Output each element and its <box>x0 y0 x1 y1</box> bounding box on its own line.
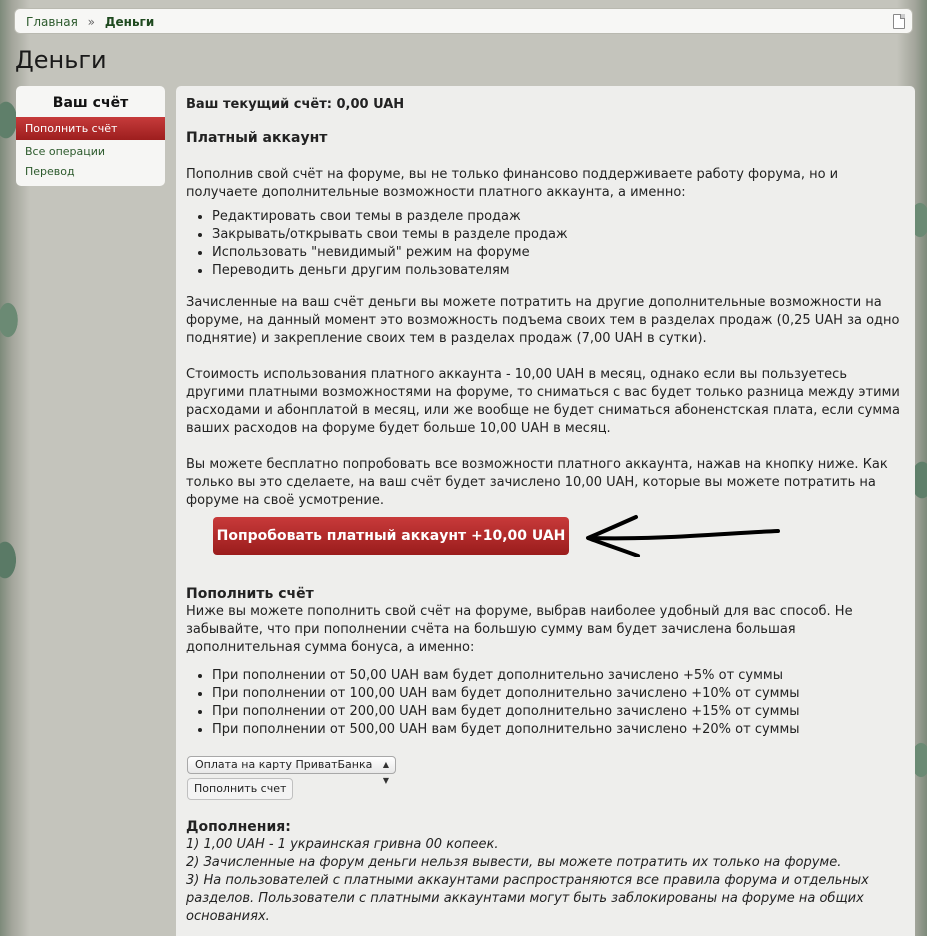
payment-method-value: Оплата на карту ПриватБанка <box>195 758 373 771</box>
topup-intro: Ниже вы можете пополнить свой счёт на форуме, выбрав наиболее удобный для вас способ. Не забывайте, что при пополнении счёта на большую сумму вам будет зачислена большая дополнительная сумма бонуса, а именно: <box>186 604 853 655</box>
list-item: • При пополнении от 100,00 UAH вам будет дополнительно зачислено +10% от суммы <box>212 685 905 703</box>
paid-features-list <box>186 208 905 280</box>
current-balance: Ваш текущий счёт: 0,00 UAH <box>186 97 405 112</box>
note: 3) На пользователей с платными аккаунтами распространяются все правила форума и отдельных разделов. Пользователи с платными аккаунтами могут быть заблокированы на форуме на общих основаниях. <box>186 873 869 924</box>
breadcrumb-separator: » <box>87 15 96 29</box>
breadcrumb-home-link[interactable]: Главная <box>26 15 78 29</box>
topup-submit-button[interactable]: Пополнить счет <box>187 778 293 800</box>
list-item: • При пополнении от 500,00 UAH вам будет дополнительно зачислено +20% от суммы <box>212 721 905 739</box>
list-item: • Закрывать/открывать свои темы в разделе продаж <box>212 226 905 244</box>
topup-heading: Пополнить счёт <box>186 586 314 602</box>
sidebar-item-all-operations[interactable]: Все операции <box>25 145 106 158</box>
arrow-left-icon <box>578 513 783 557</box>
spend-info: Зачисленные на ваш счёт деньги вы можете потратить на другие дополнительные возможности на форуме, на данный момент это возможность подъема своих тем в разделах продаж (0,25 UAH за одно поднятие) и закрепление своих тем в разделах продаж (7,00 UAH в сутки). <box>186 295 900 346</box>
list-item: • Переводить деньги другим пользователям <box>212 262 905 280</box>
trial-info: Вы можете бесплатно попробовать все возможности платного аккаунта, нажав на кнопку ниже. Как только вы это сделаете, на ваш счёт будет зачислено 10,00 UAH, которые вы можете потратить на форуме на своё усмотрение. <box>186 457 888 508</box>
account-sidebar <box>16 86 165 186</box>
bonus-list <box>186 667 905 739</box>
note: 2) Зачисленные на форум деньги нельзя вывести, вы можете потратить их только на форуме. <box>186 855 842 870</box>
payment-method-select[interactable] <box>187 756 396 785</box>
note: 1) 1,00 UAH - 1 украинская гривна 00 копеек. <box>186 837 499 852</box>
list-item: • При пополнении от 50,00 UAH вам будет дополнительно зачислено +5% от суммы <box>212 667 905 685</box>
paid-account-heading: Платный аккаунт <box>186 130 328 146</box>
cost-info: Стоимость использования платного аккаунта - 10,00 UAH в месяц, однако если вы пользуетесь другими платными возможностями на форуме, то сниматься с вас будет только разница между этими расходами и абонплатой в месяц, или же вообще не будет сниматься абоненстская плата, если сумма ваших расходов на форуме будет больше 10,00 UAH в месяц. <box>186 367 900 436</box>
breadcrumb <box>14 8 913 34</box>
document-icon[interactable] <box>893 14 905 29</box>
trial-row <box>186 511 905 561</box>
list-item: • Редактировать свои темы в разделе продаж <box>212 208 905 226</box>
main-content <box>176 86 915 936</box>
list-item: • Использовать "невидимый" режим на форуме <box>212 244 905 262</box>
paid-account-intro: Пополнив свой счёт на форуме, вы не только финансово поддерживаете работу форума, но и получаете дополнительные возможности платного аккаунта, а именно: <box>186 167 839 200</box>
sidebar-title: Ваш счёт <box>52 95 129 111</box>
sidebar-item-transfer[interactable]: Перевод <box>25 165 75 178</box>
notes-heading: Дополнения: <box>186 819 291 835</box>
notes <box>186 836 905 926</box>
page-title: Деньги <box>15 46 107 74</box>
breadcrumb-current: Деньги <box>104 15 155 29</box>
list-item: • При пополнении от 200,00 UAH вам будет дополнительно зачислено +15% от суммы <box>212 703 905 721</box>
select-chevron-icon: ▲ ▼ <box>382 760 389 785</box>
sidebar-item-topup[interactable]: Пополнить счёт <box>16 117 165 140</box>
try-paid-account-button[interactable]: Попробовать платный аккаунт +10,00 UAH <box>213 517 569 555</box>
